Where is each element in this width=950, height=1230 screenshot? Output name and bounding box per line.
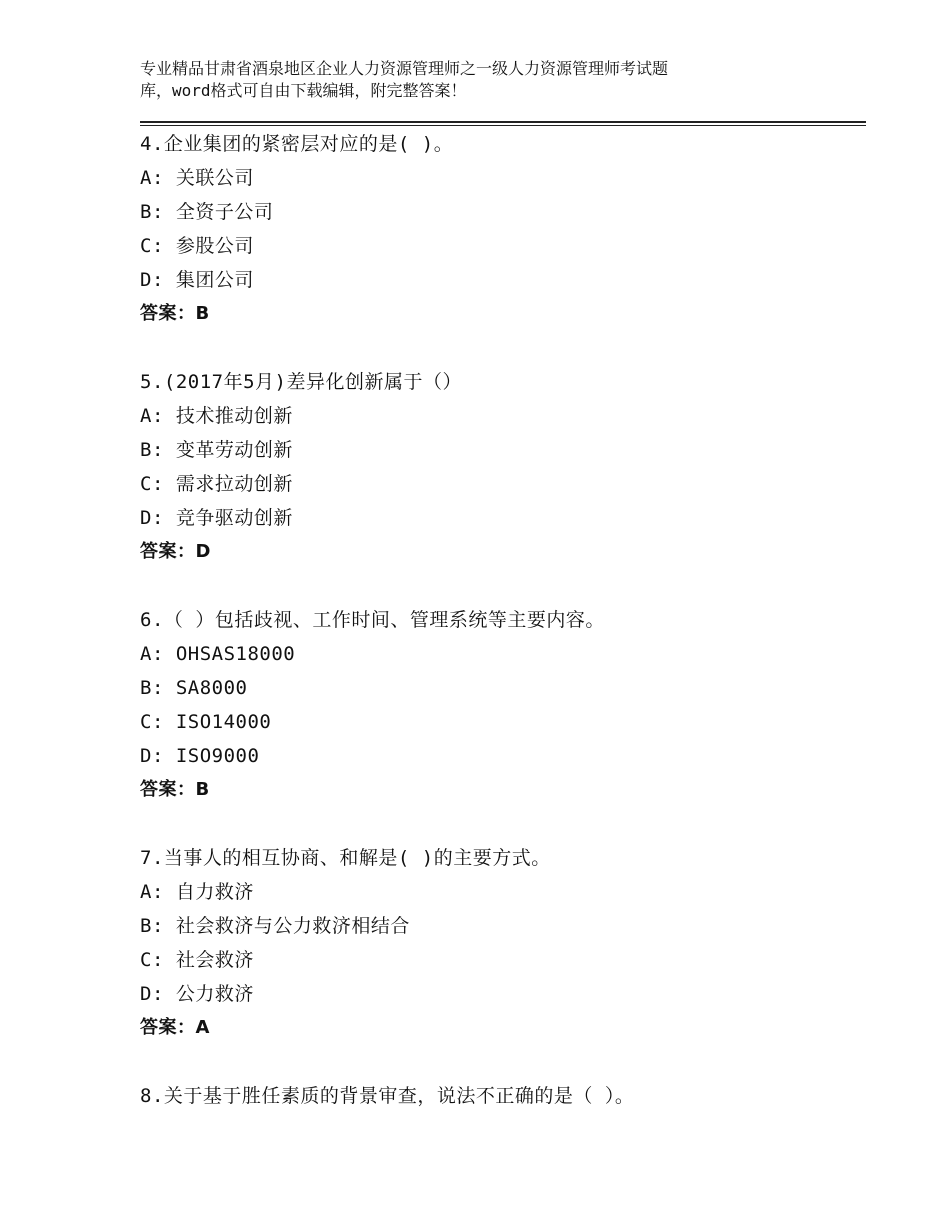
answer: 答案：B bbox=[140, 779, 210, 800]
question-5 bbox=[140, 365, 866, 569]
header-line-2: 库，word格式可自由下载编辑，附完整答案！ bbox=[140, 81, 467, 100]
header-rule-thick bbox=[140, 121, 866, 123]
option-b: B: 变革劳动创新 bbox=[140, 439, 293, 461]
question-4 bbox=[140, 127, 866, 331]
question-8 bbox=[140, 1079, 866, 1113]
option-d: D: 公力救济 bbox=[140, 983, 254, 1005]
header-rule-thin bbox=[140, 125, 866, 126]
question-list bbox=[140, 127, 866, 1147]
question-stem: 4.企业集团的紧密层对应的是( )。 bbox=[140, 133, 454, 155]
option-d: D: 竞争驱动创新 bbox=[140, 507, 293, 529]
option-a: A: 技术推动创新 bbox=[140, 405, 293, 427]
option-b: B: 社会救济与公力救济相结合 bbox=[140, 915, 410, 937]
document-header bbox=[140, 58, 800, 102]
header-line-1: 专业精品甘肃省酒泉地区企业人力资源管理师之一级人力资源管理师考试题 bbox=[140, 59, 669, 78]
question-7 bbox=[140, 841, 866, 1045]
option-a: A: 自力救济 bbox=[140, 881, 254, 903]
option-c: C: 社会救济 bbox=[140, 949, 254, 971]
question-stem: 7.当事人的相互协商、和解是( )的主要方式。 bbox=[140, 847, 551, 869]
answer: 答案：D bbox=[140, 541, 211, 562]
option-c: C: 需求拉动创新 bbox=[140, 473, 293, 495]
option-b: B: 全资子公司 bbox=[140, 201, 274, 223]
question-6 bbox=[140, 603, 866, 807]
option-a: A: 关联公司 bbox=[140, 167, 254, 189]
answer: 答案：A bbox=[140, 1017, 210, 1038]
option-a: A: OHSAS18000 bbox=[140, 643, 296, 665]
question-stem: 5.(2017年5月)差异化创新属于（） bbox=[140, 371, 462, 393]
option-c: C: 参股公司 bbox=[140, 235, 254, 257]
question-stem: 6.（ ）包括歧视、工作时间、管理系统等主要内容。 bbox=[140, 609, 605, 631]
option-c: C: ISO14000 bbox=[140, 711, 272, 733]
option-b: B: SA8000 bbox=[140, 677, 248, 699]
option-d: D: 集团公司 bbox=[140, 269, 254, 291]
answer: 答案：B bbox=[140, 303, 210, 324]
question-stem: 8.关于基于胜任素质的背景审查，说法不正确的是（ ）。 bbox=[140, 1085, 635, 1107]
option-d: D: ISO9000 bbox=[140, 745, 260, 767]
